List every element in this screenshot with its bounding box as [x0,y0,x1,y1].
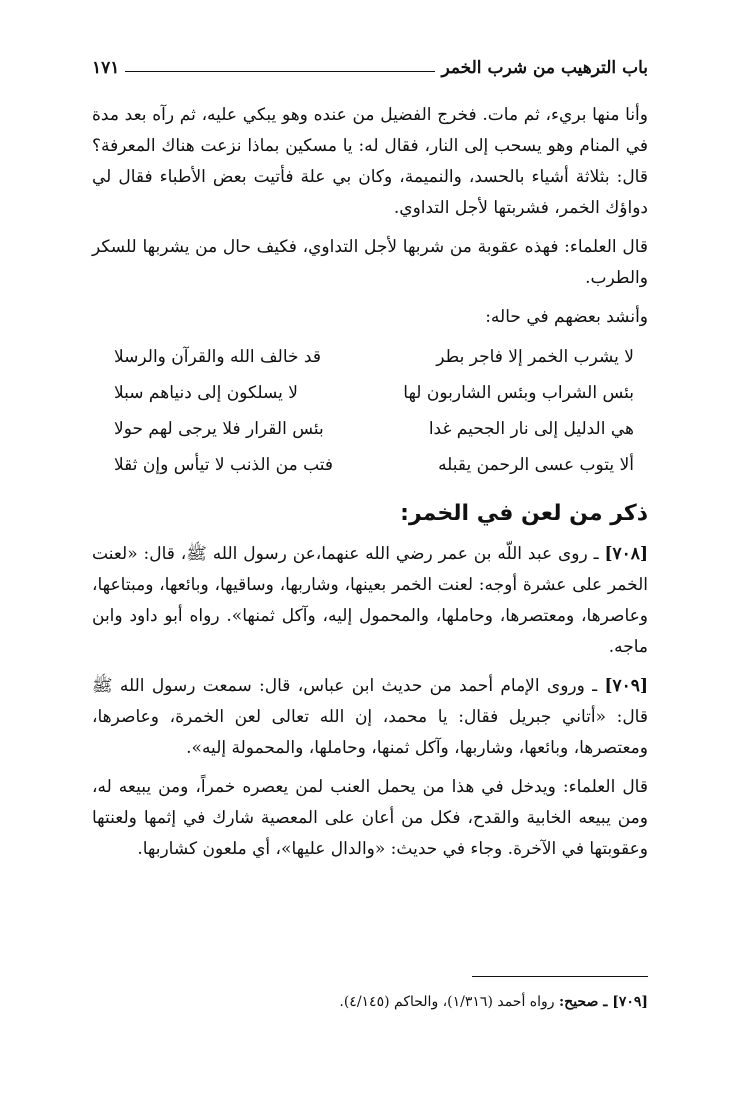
page-body [92,100,648,873]
section-heading: ذكر من لعن في الخمر: [400,501,648,526]
verse-second-half: بئس القرار فلا يرجى لهم حولا [114,419,324,439]
poem-intro: وأنشد بعضهم في حاله: [485,307,648,327]
poem-verse [92,339,648,375]
hadith-708 [92,539,648,663]
poem-verse [92,447,648,483]
hadith-number: [٧٠٩] [604,676,648,696]
header-rule [125,71,435,72]
poem [92,339,648,483]
footnote-label: [٧٠٩] ـ صحيح: [558,994,648,1010]
footnote-separator [472,976,648,977]
hadith-709 [92,671,648,764]
verse-first-half: ألا يتوب عسى الرحمن يقبله [438,455,634,475]
paragraph-scholars-remark: قال العلماء: فهذه عقوبة من شربها لأجل التداوي، فكيف حال من يشربها للسكر والطرب. [92,237,648,288]
footnote [92,990,648,1014]
paragraph-conclusion: قال العلماء: ويدخل في هذا من يحمل العنب لمن يعصره خمراً، ومن يبيعه له، ومن يبيعه الخابية والقدح، فكل من أعان على المعصية شارك في إثمها ولعنتها وعقوبتها في الآخرة. وجاء في حديث: «والدال عليها»، أي ملعون كشاربها. [92,777,648,859]
hadith-text: ـ روى عبد اللّه بن عمر رضي الله عنهما،عن رسول الله ﷺ، قال: «لعنت الخمر على عشرة أوجه: لعنت الخمر بعينها، وشاربها، وساقيها، وبائعها، ومبتاعها، وعاصرها، ومعتصرها، وحاملها، والمحمول إليه، وآكل ثمنها». رواه أبو داود وابن ماجه. [92,544,648,657]
verse-first-half: بئس الشراب وبئس الشاربون لها [403,383,634,403]
hadith-number: [٧٠٨] [604,544,648,564]
poem-verse [92,411,648,447]
hadith-text: ـ وروى الإمام أحمد من حديث ابن عباس، قال: سمعت رسول الله ﷺ قال: «أتاني جبريل فقال: يا محمد، إن الله تعالى لعن الخمرة، وعاصرها، ومعتصرها، وبائعها، وشاربها، وآكل ثمنها، وحاملها، والمحمولة إليه». [92,676,648,758]
verse-second-half: فتب من الذنب لا تيأس وإن ثقلا [114,455,334,475]
running-header [92,58,648,78]
page-number: ١٧١ [92,58,120,78]
verse-second-half: قد خالف الله والقرآن والرسلا [114,347,321,367]
poem-verse [92,375,648,411]
verse-second-half: لا يسلكون إلى دنياهم سبلا [114,383,298,403]
chapter-title: باب الترهيب من شرب الخمر [441,58,648,78]
paragraph-fudayl-story: وأنا منها بريء، ثم مات. فخرج الفضيل من عنده وهو يبكي عليه، ثم رآه بعد مدة في المنام وهو يسحب إلى النار، فقال له: يا مسكين بماذا نزعت هناك المعرفة؟ قال: بثلاثة أشياء بالحسد، والنميمة، وكان بي علة فأتيت بعض الأطباء فقال لي دواؤك الخمر، فشربتها لأجل التداوي. [92,105,648,218]
footnote-text: رواه أحمد (١/٣١٦)، والحاكم (٤/١٤٥). [339,994,559,1010]
verse-first-half: لا يشرب الخمر إلا فاجر بطر [436,347,634,367]
verse-first-half: هي الدليل إلى نار الجحيم غدا [428,419,634,439]
